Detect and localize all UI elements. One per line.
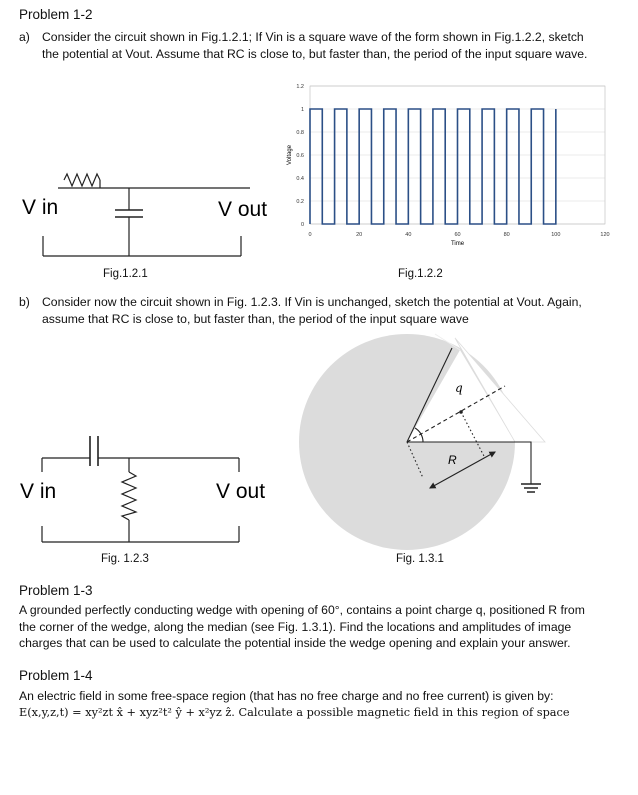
problem-1-4-title: Problem 1-4	[19, 668, 93, 683]
part-a-marker: a)	[19, 30, 30, 44]
fig-1-2-3-caption: Fig. 1.2.3	[101, 553, 149, 565]
resistor-symbol	[122, 472, 136, 520]
fig-1-2-2-caption: Fig.1.2.2	[398, 268, 443, 280]
vin-label-2: V in	[20, 480, 57, 503]
square-wave-chart	[280, 82, 615, 252]
fig-1-2-1-caption: Fig.1.2.1	[103, 268, 148, 280]
x-tick-label: 80	[503, 232, 510, 238]
problem-1-3-title: Problem 1-3	[19, 583, 93, 598]
y-tick-label: 1	[300, 107, 304, 113]
ground-symbol	[521, 484, 541, 492]
problem-1-2-title: Problem 1-2	[19, 7, 93, 22]
charge-dot	[459, 410, 463, 414]
y-tick-label: 1.2	[296, 84, 304, 90]
y-tick-label: 0	[300, 222, 304, 228]
circuit-fig-1-2-3	[20, 428, 290, 548]
y-tick-label: 0.2	[296, 199, 304, 205]
part-b-text: Consider now the circuit shown in Fig. 1.2.3. If Vin is unchanged, sketch the potential at Vout. Again, assume that RC is close to, but faster than, the period of the input square wave	[42, 295, 582, 326]
y-tick-label: 0.6	[296, 153, 304, 159]
problem-1-3-text: A grounded perfectly conducting wedge with opening of 60°, contains a point charge q, positioned R from the corner of the wedge, along the median (see Fig. 1.3.1). Find the locations and amplitudes of image charges that can be used to calculate the potential inside the wedge opening and explain your answer.	[19, 603, 585, 650]
x-axis-label: Time	[450, 241, 465, 247]
y-tick-label: 0.8	[296, 130, 304, 136]
y-axis-label: Voltage	[287, 144, 293, 166]
charge-label: q	[455, 381, 463, 395]
vout-label: V out	[218, 198, 268, 221]
top-wire	[58, 180, 250, 188]
distance-label: R	[448, 453, 457, 467]
x-tick-label: 0	[308, 232, 312, 238]
fig-1-3-1-caption: Fig. 1.3.1	[396, 553, 444, 565]
circuit-fig-1-2-1	[20, 160, 285, 260]
resistor-symbol	[64, 174, 100, 186]
x-tick-label: 40	[405, 232, 412, 238]
vin-label: V in	[22, 196, 59, 219]
x-tick-label: 60	[454, 232, 461, 238]
ground-wire	[516, 442, 531, 484]
x-tick-label: 100	[551, 232, 561, 238]
series-line	[310, 109, 556, 224]
x-tick-label: 20	[356, 232, 363, 238]
problem-1-4-text: An electric field in some free-space region (that has no free charge and no free current) is given by:	[19, 689, 554, 703]
vout-label-2: V out	[216, 480, 266, 503]
x-tick-label: 120	[600, 232, 610, 238]
wedge-figure	[295, 330, 595, 560]
part-a-text: Consider the circuit shown in Fig.1.2.1; If Vin is a square wave of the form shown in Fig.1.2.2, sketch the potential at Vout. Assume that RC is close to, but faster than, the period of the input square wave.	[42, 30, 588, 61]
y-tick-label: 0.4	[296, 176, 304, 182]
problem-1-4-equation: E(x,y,z,t) = xy²zt x̂ + xyz²t² ŷ + x²yz ẑ. Calculate a possible magnetic field in this region of space	[19, 706, 570, 719]
part-b-marker: b)	[19, 295, 30, 309]
